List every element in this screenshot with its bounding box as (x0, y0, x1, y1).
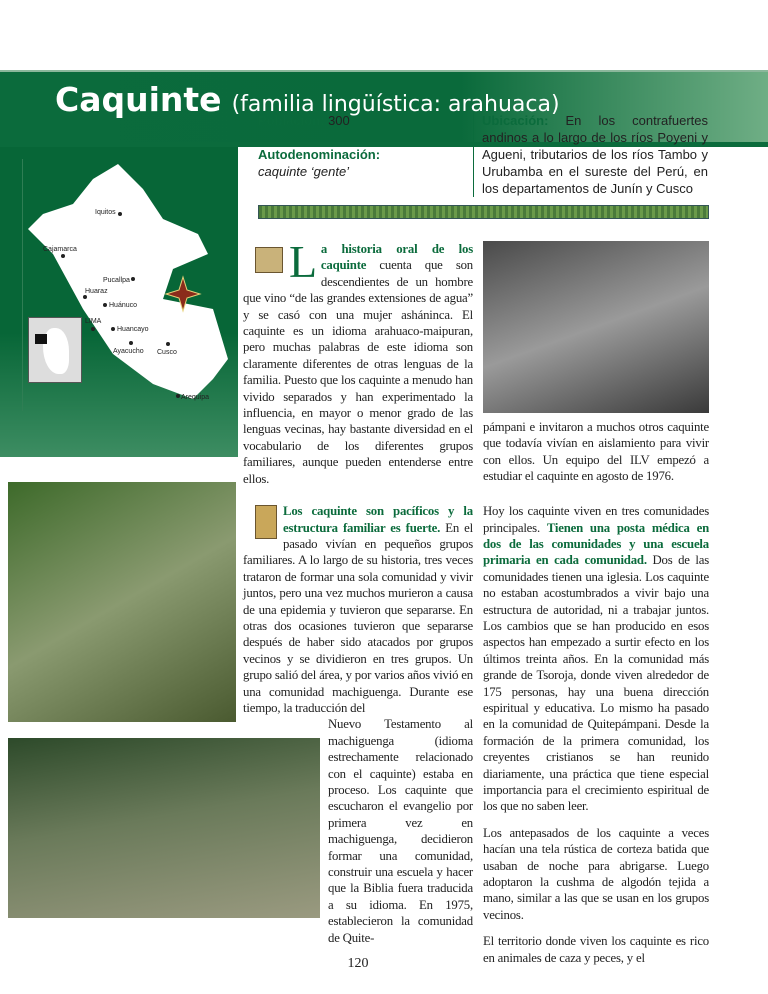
self-name: Autodenominación: caquinte ‘gente’ (258, 147, 381, 179)
paragraph: El territorio donde viven los caquinte es rico en animales de caza y peces, y el (483, 934, 709, 965)
history-column: Los caquinte son pacíficos y la estructura familiar es fuerte. En el pasado vivían en pequeños grupos familiares. A lo largo de su historia, tres veces trataron de formar una sola comunidad y vivir juntos, pero una vez muchos murieron a causa de una epidemia y tuvieron que separarse. En otras dos ocasiones tuvieron que separarse después de haber sido atacados por grupos vecinos y se dividieron en tres grupos. Un grupo salió del área, y por varios años vivió en una comunidad machiguenga. Durante ese tiempo, la traducción del (243, 504, 473, 715)
right-column (483, 503, 709, 976)
location: Ubicación: En los contrafuertes andinos a lo largo de los ríos Poyeni y Agueni, tributarios de los ríos Tambo y Urubamba en el sureste del Perú, en los departamentos de Junín y Cusco (473, 112, 708, 197)
city-huanuco: Huánuco (109, 302, 138, 309)
population: Población: 300 (258, 113, 350, 128)
city-cajamarca: Cajamarca (43, 246, 77, 253)
south-america-inset (28, 317, 82, 383)
paragraph: Nuevo Testamento al machiguenga (idioma estrechamente relacionado con el caquinte) estaba en proceso. Los caquinte que escucharon el evangelio por primera vez en machiguenga, decidieron formar una comunidad, construir una escuela y hacer que la Biblia fuera traducida a su idioma. En 1975, establecieron la comunidad de Quite- (328, 717, 473, 945)
intro-column: La historia oral de los caquinte cuenta que son descendientes de un hombre que vino “de las grandes extensiones de agua” y se casó con una mujer asháninca. El caquinte es un idioma arahuaco-maipuran, pero muchas palabras de este idioma son claramente diferentes de otras lenguas de la familia. Puesto que los caquinte a menudo han vivido separados y han experimentado la influencia, en mayor o menor grado de las lenguas vecinas, hay bastante diversidad en el vocabulario de los diferentes grupos familiares, aunque pueden entenderse entre ellos. (243, 236, 473, 486)
city-pucallpa: Pucallpa (103, 277, 130, 284)
city-huancayo: Huancayo (117, 326, 149, 333)
language-family: (familia lingüística: arahuaca) (231, 92, 560, 117)
main-content (243, 112, 709, 976)
city-huaraz: Huaraz (85, 288, 108, 295)
city-lima: LIMA (85, 318, 102, 325)
paragraph: Hoy los caquinte viven en tres comunidades principales. Tienen una posta médica en dos de las comunidades y una escuela primaria en cada comunidad. Dos de las comunidades tienen una iglesia. Los caquinte no estaban acostumbrados a vivir bajo una estructura de autoridad, ni a trabajar juntos. Los cambios que se han producido en esos aspectos han empezado a surtir efecto en los últimos treinta años. En la comunidad más grande de Tsoroja, donde viven alrededor de 175 personas, hay una buena dirección espiritual y educativa. Lo mismo ha pasado en la comunidad de Quitepámpani. Desde la formación de la primera comunidad, los creyentes cristianos se han reunido diariamente, una práctica que tiene especial importancia para el crecimiento espiritual de los que no saben leer. (483, 504, 709, 814)
city-arequipa: Arequipa (181, 394, 210, 401)
paragraph: Los antepasados de los caquinte a veces hacían una tela rústica de corteza batida que usaban de noche para abrigarse. Luego adoptaron la cushma de algodón tejida a mano, similar a las que se usan en los grupos vecinos. (483, 825, 709, 922)
city-ayacucho: Ayacucho (113, 348, 144, 355)
city-iquitos: Iquitos (95, 209, 116, 216)
page-number: 120 (347, 956, 369, 972)
facts-row (258, 112, 709, 197)
drop-cap: L (289, 236, 317, 287)
section-intro (243, 236, 709, 487)
section-history (243, 503, 709, 976)
language-name: Caquinte (55, 80, 222, 119)
paragraph: pámpani e invitaron a muchos otros caquinte que todavía vivían en aislamiento para vivir con ellos. Un equipo del ILV empezó a estudiar el caquinte en agosto de 1976. (483, 420, 709, 484)
decorative-band (258, 205, 709, 219)
city-cusco: Cusco (157, 349, 177, 356)
scroll-icon (255, 247, 283, 273)
map-panel (0, 147, 238, 457)
woman-spinning-photo (8, 482, 236, 722)
building-icon (255, 505, 277, 539)
children-reading-photo (483, 241, 709, 413)
